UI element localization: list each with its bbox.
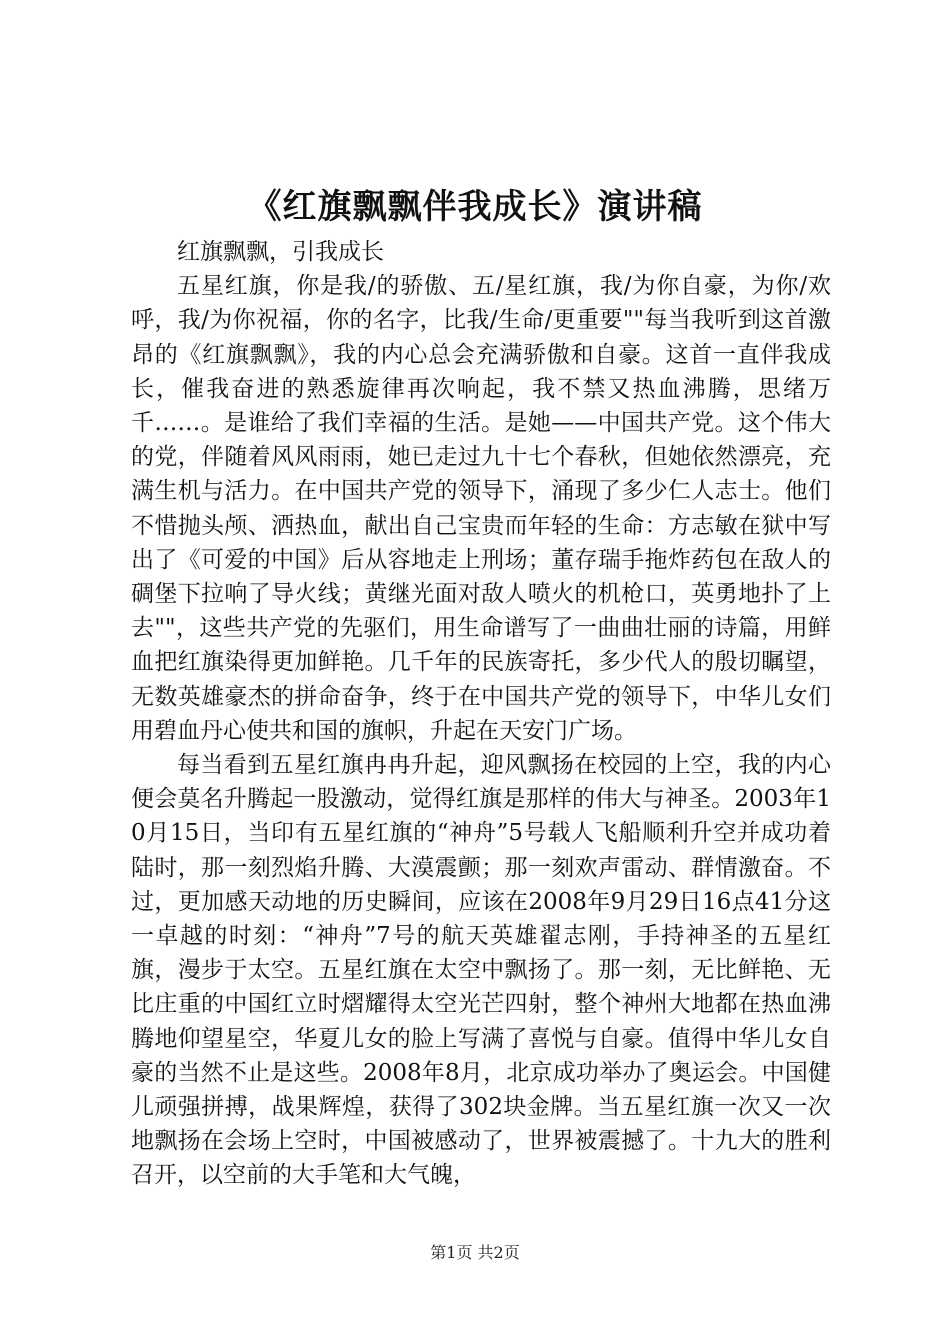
- document-body: [131, 235, 831, 1193]
- page-title: 《红旗飘飘伴我成长》演讲稿: [247, 187, 703, 227]
- subtitle-line: 红旗飘飘，引我成长: [177, 239, 384, 265]
- page-number-footer: 第1页 共2页: [430, 1243, 520, 1262]
- paragraph-1: 五星红旗，你是我/的骄傲、五/星红旗，我/为你自豪，为你/欢呼，我/为你祝福，你的名字，比我/生命/更重要""每当我听到这首激昂的《红旗飘飘》，我的内心总会充满骄傲和自豪。这首一直伴我成长，催我奋进的熟悉旋律再次响起，我不禁又热血沸腾，思绪万千……。是谁给了我们幸福的生活。是她——中国共产党。这个伟大的党，伴随着风风雨雨，她已走过九十七个春秋，但她依然漂亮，充满生机与活力。在中国共产党的领导下，涌现了多少仁人志士。他们不惜抛头颅、洒热血，献出自己宝贵而年轻的生命：方志敏在狱中写出了《可爱的中国》后从容地走上刑场；董存瑞手拖炸药包在敌人的碉堡下拉响了导火线；黄继光面对敌人喷火的机枪口，英勇地扑了上去""，这些共产党的先驱们，用生命谱写了一曲曲壮丽的诗篇，用鲜血把红旗染得更加鲜艳。几千年的民族寄托，多少代人的殷切瞩望，无数英雄豪杰的拼命奋争，终于在中国共产党的领导下，中华儿女们用碧血丹心使共和国的旗帜，升起在天安门广场。: [131, 273, 831, 744]
- paragraph-2: 每当看到五星红旗冉冉升起，迎风飘扬在校园的上空，我的内心便会莫名升腾起一股激动，觉得红旗是那样的伟大与神圣。2003年10月15日，当印有五星红旗的“神舟”5号载人飞船顺利升空并成功着陆时，那一刻烈焰升腾、大漠震颤；那一刻欢声雷动、群情激奋。不过，更加感天动地的历史瞬间，应该在2008年9月29日16点41分这一卓越的时刻：“神舟”7号的航天英雄翟志刚，手持神圣的五星红旗，漫步于太空。五星红旗在太空中飘扬了。那一刻，无比鲜艳、无比庄重的中国红立时熠耀得太空光芒四射，整个神州大地都在热血沸腾地仰望星空，华夏儿女的脸上写满了喜悦与自豪。值得中华儿女自豪的当然不止是这些。2008年8月，北京成功举办了奥运会。中国健儿顽强拼搏，战果辉煌，获得了302块金牌。当五星红旗一次又一次地飘扬在会场上空时，中国被感动了，世界被震撼了。十九大的胜利召开，以空前的大手笔和大气魄，: [131, 752, 831, 1189]
